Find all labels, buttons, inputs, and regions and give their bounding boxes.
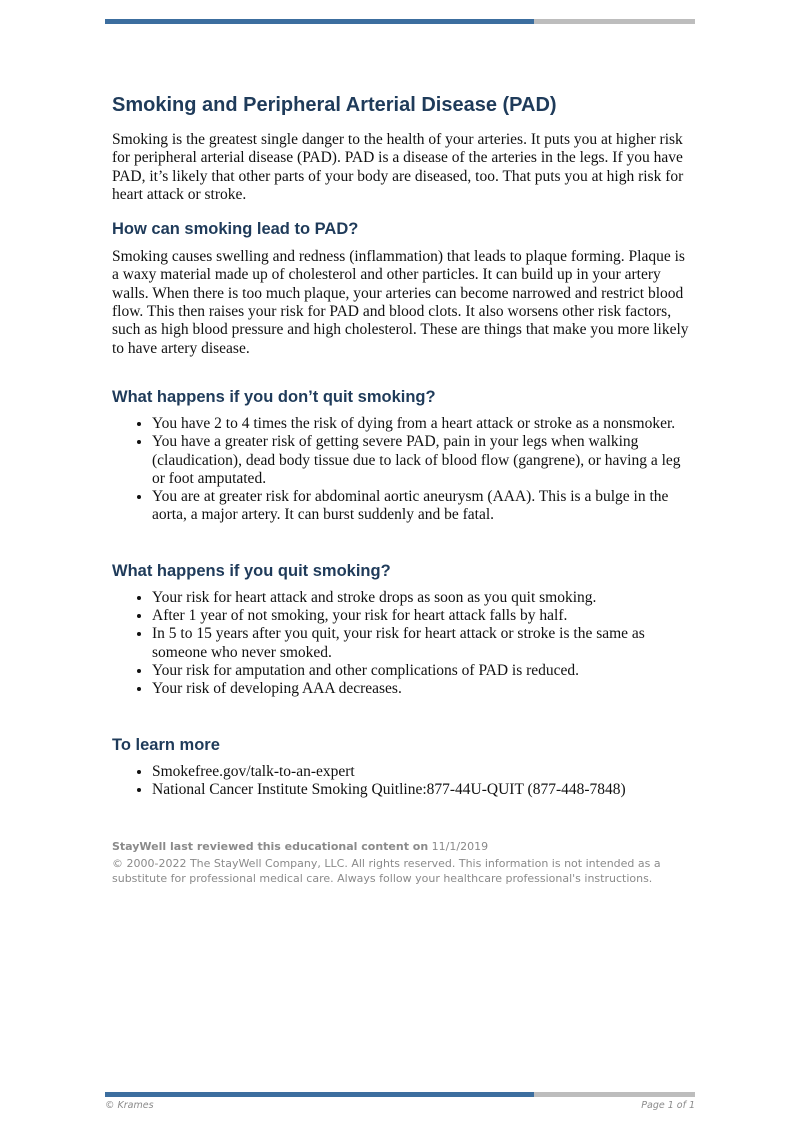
- page-title: Smoking and Peripheral Arterial Disease (PAD): [112, 94, 557, 116]
- review-label: StayWell last reviewed this educational content on: [112, 840, 429, 854]
- list-item-quitline: • National Cancer Institute Smoking Quitline:877-44U-QUIT (877-448-7848): [152, 781, 692, 799]
- list-item: • Your risk for heart attack and stroke drops as soon as you quit smoking.: [152, 589, 692, 607]
- list-quit: [112, 589, 692, 699]
- list-item: • After 1 year of not smoking, your risk for heart attack falls by half.: [152, 607, 692, 625]
- footer-publisher: © Krames: [105, 1100, 154, 1111]
- list-dont-quit: [112, 415, 692, 525]
- list-item: • Your risk of developing AAA decreases.: [152, 680, 692, 698]
- copyright-notice: © 2000-2022 The StayWell Company, LLC. All rights reserved. This information is not intended as a substitute for professional medical care. Always follow your healthcare professional's instructions.: [112, 857, 661, 886]
- bottom-accent-bar: [105, 1092, 695, 1097]
- top-accent-bar-blue: [105, 19, 534, 24]
- top-accent-bar: [105, 19, 695, 24]
- review-date: 11/1/2019: [431, 840, 489, 854]
- bottom-accent-bar-gray: [534, 1092, 695, 1097]
- intro-paragraph: Smoking is the greatest single danger to the health of your arteries. It puts you at higher risk for peripheral arterial disease (PAD). PAD is a disease of the arteries in the legs. If you have PAD, it’s likely that other parts of your body are diseased, too. That puts you at high risk for heart attack or stroke.: [112, 131, 684, 203]
- bottom-accent-bar-blue: [105, 1092, 534, 1097]
- list-item: • You have a greater risk of getting severe PAD, pain in your legs when walking (claudication), dead body tissue due to lack of blood flow (gangrene), or having a leg or foot amputated.: [152, 433, 692, 488]
- list-item-link-smokefree[interactable]: • Smokefree.gov/talk-to-an-expert: [152, 763, 692, 781]
- top-accent-bar-gray: [534, 19, 695, 24]
- review-statement: [112, 839, 692, 854]
- list-item: • Your risk for amputation and other complications of PAD is reduced.: [152, 662, 692, 680]
- list-item: • In 5 to 15 years after you quit, your risk for heart attack or stroke is the same as someone who never smoked.: [152, 625, 692, 662]
- list-learn-more: [112, 763, 692, 800]
- section-heading-quit: What happens if you quit smoking?: [112, 561, 391, 580]
- list-item: • You have 2 to 4 times the risk of dying from a heart attack or stroke as a nonsmoker.: [152, 415, 692, 433]
- footer-page-number: Page 1 of 1: [641, 1100, 695, 1111]
- section-heading-how-smoking-leads-to-pad: How can smoking lead to PAD?: [112, 220, 359, 239]
- list-item: • You are at greater risk for abdominal aortic aneurysm (AAA). This is a bulge in the aorta, a major artery. It can burst suddenly and be fatal.: [152, 488, 692, 525]
- section-heading-learn-more: To learn more: [112, 735, 220, 754]
- section-heading-dont-quit: What happens if you don’t quit smoking?: [112, 387, 436, 406]
- section-body-how-smoking-leads-to-pad: Smoking causes swelling and redness (inflammation) that leads to plaque forming. Plaque is a waxy material made up of cholesterol and other particles. It can build up in your artery walls. When there is too much plaque, your arteries can become narrowed and restrict blood flow. This then raises your risk for PAD and blood clots. It also worsens other risk factors, such as high blood pressure and high cholesterol. These are things that make you more likely to have artery disease.: [112, 248, 689, 357]
- document-content: [112, 92, 692, 886]
